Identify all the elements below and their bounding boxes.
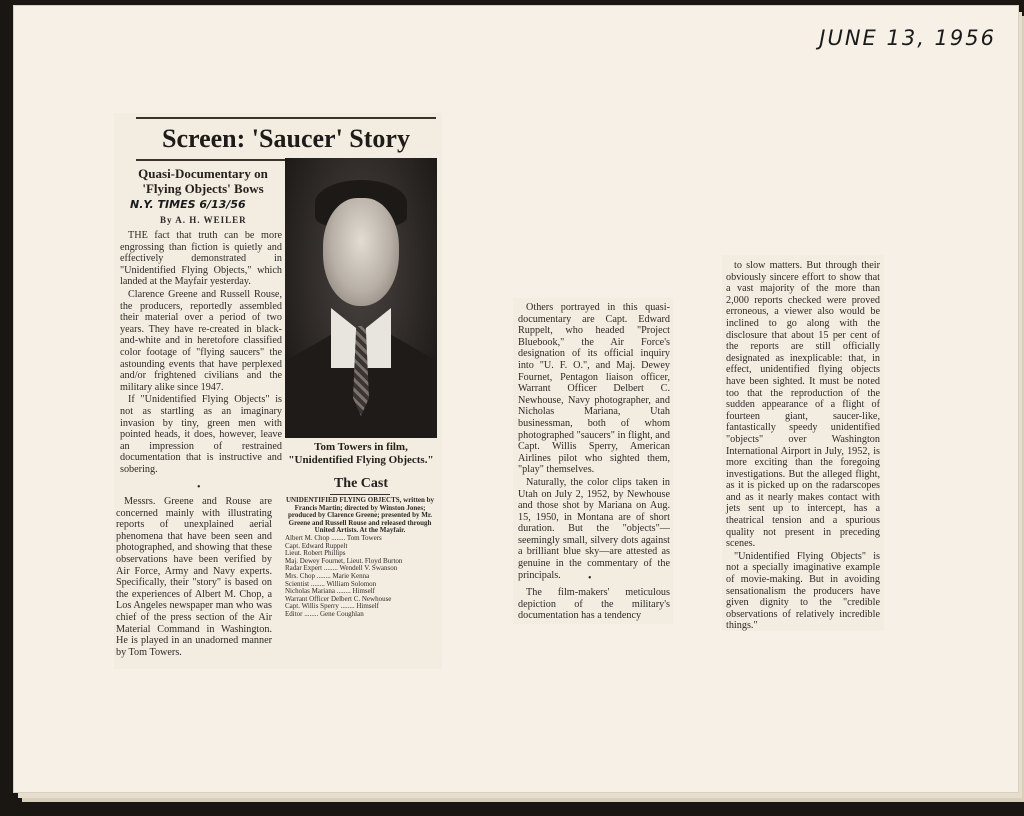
cast-line: Mrs. Chop ........ Marie Kenna [285, 571, 370, 580]
article-column-1 [120, 230, 282, 476]
cast-rule [330, 494, 390, 495]
actor-photo [285, 158, 437, 438]
cast-line: Warrant Officer Delbert C. Newhouse [285, 594, 392, 603]
cast-line: Scientist ........ William Solomon [285, 579, 377, 588]
cast-line: Albert M. Chop ........ Tom Towers [285, 533, 382, 542]
cast-credits: UNIDENTIFIED FLYING OBJECTS, written by Francis Martin; directed by Winston Jones; produced by Clarence Greene; presented by Mr. Greene and Russell Rouse and released through United Artists. At the Mayfair. [285, 496, 435, 535]
article-paragraph: Clarence Greene and Russell Rouse, the producers, reportedly assembled their material over a period of two years. They have re-created in black-and-white and in heretofore classified color footage of "flying saucers" the astounding events that have perplexed and/or frightened civilians and the military alike since 1947. [120, 288, 282, 393]
article-paragraph: THE fact that truth can be more engrossing than fiction is quietly and effectively demonstrated in "Unidentified Flying Objects," which landed at the Mayfair yesterday. [120, 230, 282, 288]
article-subheadline: Quasi-Documentary on 'Flying Objects' Bows [138, 166, 268, 196]
cast-list [285, 535, 435, 619]
cast-line: Lieut. Robert Phillips [285, 549, 346, 558]
article-paragraph: Naturally, the color clips taken in Utah on July 2, 1952, by Newhouse and those shot by Mariana on Aug. 15, 1950, in Montana are of short duration. But the "objects"—seemingly small, silvery dots against a brilliant blue sky—are attested as genuine in the commentary of the principals. [518, 476, 670, 581]
article-paragraph: Messrs. Greene and Rouse are concerned mainly with illustrating reports of unexplained aerial phenomena that have been seen and photographed, and showing that these observations have been verified by Air Force, Army and Navy experts. Specifically, their "story" is based on the experiences of Albert M. Chop, a Los Angeles newspaper man who was chief of the press section of the Air Material Command in Washington. He is played in an unadorned manner by Tom Towers. [116, 496, 272, 658]
article-headline: Screen: 'Saucer' Story [136, 117, 436, 161]
handwritten-source-note: N.Y. TIMES 6/13/56 [130, 198, 246, 211]
article-paragraph: to slow matters. But through their obviously sincere effort to show that a vast majority of the more than 2,000 reports checked were proved erroneous, a viewer also would be inclined to go along with the disclosure that about 15 per cent of the reports are still officially designated as inexplicable: that, in effect, unidentified flying objects have been sighted. It must be noted too that the reproduction of the sudden appearance of a flight of fourteen giant, saucer-like, fantastically speedy unidentified "objects" over Washington International Airport in July, 1952, is more exciting than the foregoing investigations. But the alleged flight, as it is picked up on the radarscopes and as it nearly makes contact with jets sent up to intercept, has a theatrical tension and a spurious quality not present in preceding scenes. [726, 260, 880, 550]
cast-line: Capt. Willis Sperry ........ Himself [285, 602, 379, 611]
cast-title: The Cast [333, 476, 389, 491]
article-paragraph: If "Unidentified Flying Objects" is not as startling as an imaginary invasion by tiny, green men with pointed heads, it does, however, leave an impression of restrained documentation that is instructive and sobering. [120, 394, 282, 475]
cast-line: Capt. Edward Ruppelt [285, 541, 348, 550]
photo-face [323, 198, 399, 306]
cast-line: Nicholas Mariana ........ Himself [285, 587, 376, 596]
handwritten-date: JUNE 13, 1956 [819, 26, 996, 50]
article-column-1b [116, 496, 272, 659]
cast-line: Radar Expert ........ Wendell V. Swanson [285, 564, 398, 573]
article-column-2 [518, 302, 670, 582]
photo-caption: Tom Towers in film, "Unidentified Flying Objects." [288, 441, 434, 466]
section-divider-2: • [588, 573, 592, 584]
cast-line: Editor ........ Gene Coughlan [285, 609, 364, 618]
article-paragraph: The film-makers' meticulous depiction of the military's documentation has a tendency [518, 587, 670, 622]
cast-block [285, 497, 435, 619]
article-column-2b [518, 587, 670, 623]
section-divider: • [197, 482, 201, 493]
cast-line: Maj. Dewey Fournet, Lieut. Floyd Burton [285, 556, 403, 565]
article-paragraph: Others portrayed in this quasi-documentary are Capt. Edward Ruppelt, who headed "Project Bluebook," the Air Force's designation of its official inquiry into "U. F. O.", and Maj. Dewey Fournet, Pentagon liaison officer, Warrant Officer Delbert C. Newhouse, Navy photographer, and Nicholas Mariana, Utah businessman, both of whom photographed "saucers" in flight, and Capt. Willis Sperry, American Airlines pilot who sighted them, "play" themselves. [518, 302, 670, 476]
article-column-3 [726, 260, 880, 633]
article-byline: By A. H. WEILER [160, 215, 247, 225]
article-paragraph: "Unidentified Flying Objects" is not a specially imaginative example of movie-making. But in avoiding sensationalism the producers have given dignity to the "credible observations of relatively incredible things." [726, 550, 880, 632]
